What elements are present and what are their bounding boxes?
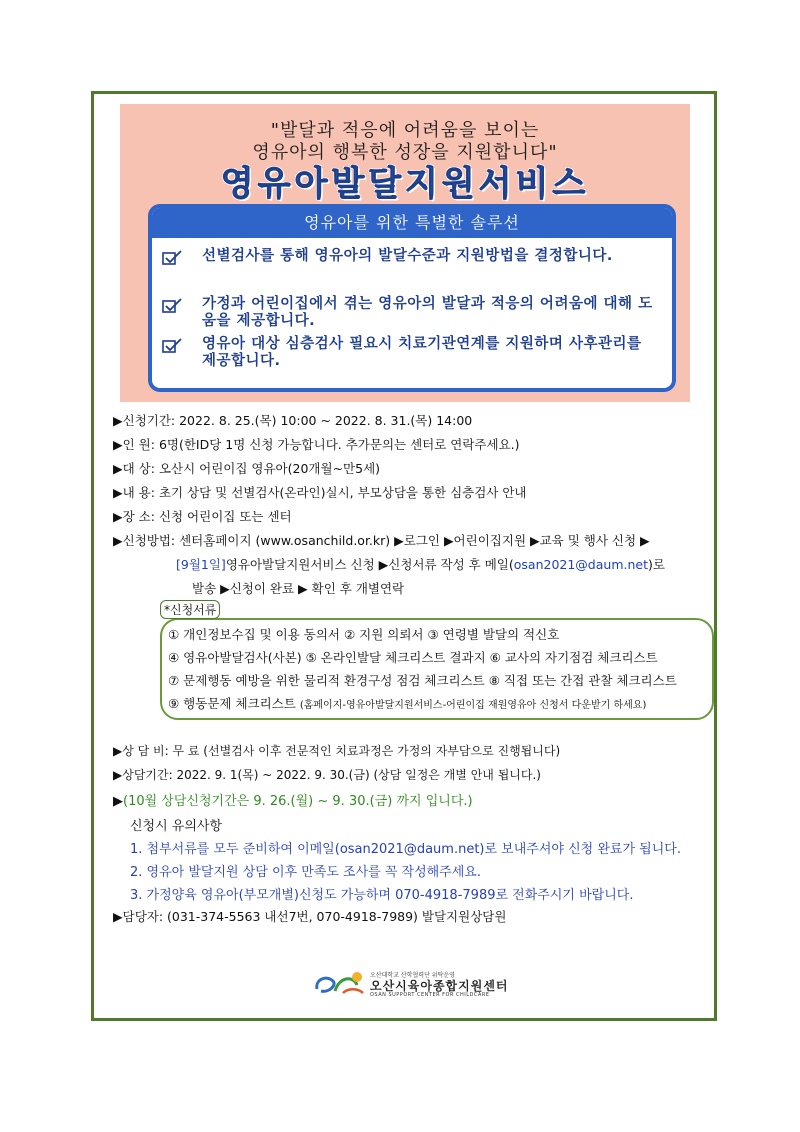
fee-line: ▶상 담 비: 무 료 (선별검사 이후 전문적인 치료과정은 가정의 자부담으로 진행됩니다) [113,744,561,758]
document-line: ④ 영유아발달검사(사본) ⑤ 온라인발달 체크리스트 결과지 ⑥ 교사의 자기점검 체크리스트 [168,650,658,665]
document-line: ① 개인정보수집 및 이용 동의서 ② 지원 의뢰서 ③ 연령별 발달의 적신호 [168,627,560,642]
documents-label: *신청서류 [160,600,220,619]
checkbox-icon [162,338,182,354]
note-item: 1. 첨부서류를 모두 준비하여 이메일(osan2021@daum.net)로 보내주셔야 신청 완료가 됩니다. [130,842,681,857]
banner-title: 영유아발달지원서비스 [220,164,590,204]
solutions-box [148,204,676,392]
method-end-text: )로 [648,557,665,572]
document-line: ⑦ 문제행동 예방을 위한 물리적 환경구성 점검 체크리스트 ⑧ 직접 또는 간접 관찰 체크리스트 [168,673,677,688]
info-target-label: ▶대 상: [113,461,155,476]
logo-name: 오산시육아종합지원센터 [370,979,509,993]
document-line [168,694,646,712]
info-place-value: 신청 어린이집 또는 센터 [158,509,292,524]
info-method-line1: 센터홈페이지 (www.osanchild.or.kr) ▶로그인 ▶어린이집지원 ▶교육 및 행사 신청 ▶ [179,533,650,548]
info-period-value: 2022. 8. 25.(목) 10:00 ~ 2022. 8. 31.(목) 14:00 [179,413,473,428]
method-mid-text: 영유아발달지원서비스 신청 ▶신청서류 작성 후 메일( [225,557,514,572]
info-period-label: ▶신청기간: [113,413,176,428]
logo-subtitle: 오산대학교 산학협력단 위탁운영 [370,972,455,979]
solutions-heading: 영유아를 위한 특별한 솔루션 [152,208,672,238]
date-link[interactable]: [9월1일] [176,557,226,572]
solution-text: 영유아 대상 심층검사 필요시 치료기관연계를 지원하며 사후관리를 제공합니다. [202,336,642,369]
info-count [113,435,520,453]
document-line4-note: (홈페이지-영유아발달지원서비스-어린이집 재원영유아 신청서 다운받기 하세요) [299,700,647,711]
info-method-line2 [176,555,665,573]
solution-text: 선별검사를 통해 영유아의 발달수준과 지원방법을 결정합니다. [202,248,613,264]
info-place-label: ▶장 소: [113,509,155,524]
info-target-value: 오산시 어린이집 영유아(20개월~만5세) [158,461,381,476]
consult-period-line: ▶상담기간: 2022. 9. 1(목) ~ 2022. 9. 30.(금) (상담 일정은 개별 안내 됩니다.) [113,768,541,782]
checkbox-icon [162,298,182,314]
document-line4-main: ⑨ 행동문제 체크리스트 [168,696,296,711]
email-link[interactable]: osan2021@daum.net [513,557,648,572]
info-content-label: ▶내 용: [113,485,155,500]
info-period [113,411,472,429]
info-place [113,507,292,525]
info-count-value: 6명(한ID당 1명 신청 가능합니다. 추가문의는 센터로 연락주세요.) [158,437,520,452]
note-item: 2. 영유아 발달지원 상담 이후 만족도 조사를 꼭 작성해주세요. [130,865,481,880]
logo-english-name: OSAN SUPPORT CENTER FOR CHILDCARE [370,992,490,998]
contact-line: ▶담당자: (031-374-5563 내선7번, 070-4918-7989) 발달지원상담원 [113,909,507,924]
info-count-label: ▶인 원: [113,437,155,452]
info-target [113,459,380,477]
info-method [113,531,650,549]
october-line [113,790,473,809]
info-content [113,483,527,501]
note-item: 3. 가정양육 영유아(부모개별)신청도 가능하며 070-4918-7989로 전화주시기 바랍니다. [130,888,634,903]
october-arrow: ▶ [113,794,123,809]
info-method-label: ▶신청방법: [113,533,176,548]
info-method-line3: 발송 ▶신청이 완료 ▶ 확인 후 개별연락 [192,581,405,596]
banner-quote-line1: "발달과 적응에 어려움을 보이는 [270,120,540,141]
october-text: (10월 상담신청기간은 9. 26.(월) ~ 9. 30.(금) 까지 입니다.) [123,794,473,809]
center-logo-icon [313,969,367,997]
banner-quote-line2: 영유아의 행복한 성장을 지원합니다" [252,142,558,163]
solution-text: 가정과 어린이집에서 겪는 영유아의 발달과 적응의 어려움에 대해 도움을 제공합니다. [202,296,653,329]
info-content-value: 초기 상담 및 선별검사(온라인)실시, 부모상담을 통한 심층검사 안내 [158,485,527,500]
notes-heading: 신청시 유의사항 [130,819,223,834]
checkbox-icon [162,250,182,266]
